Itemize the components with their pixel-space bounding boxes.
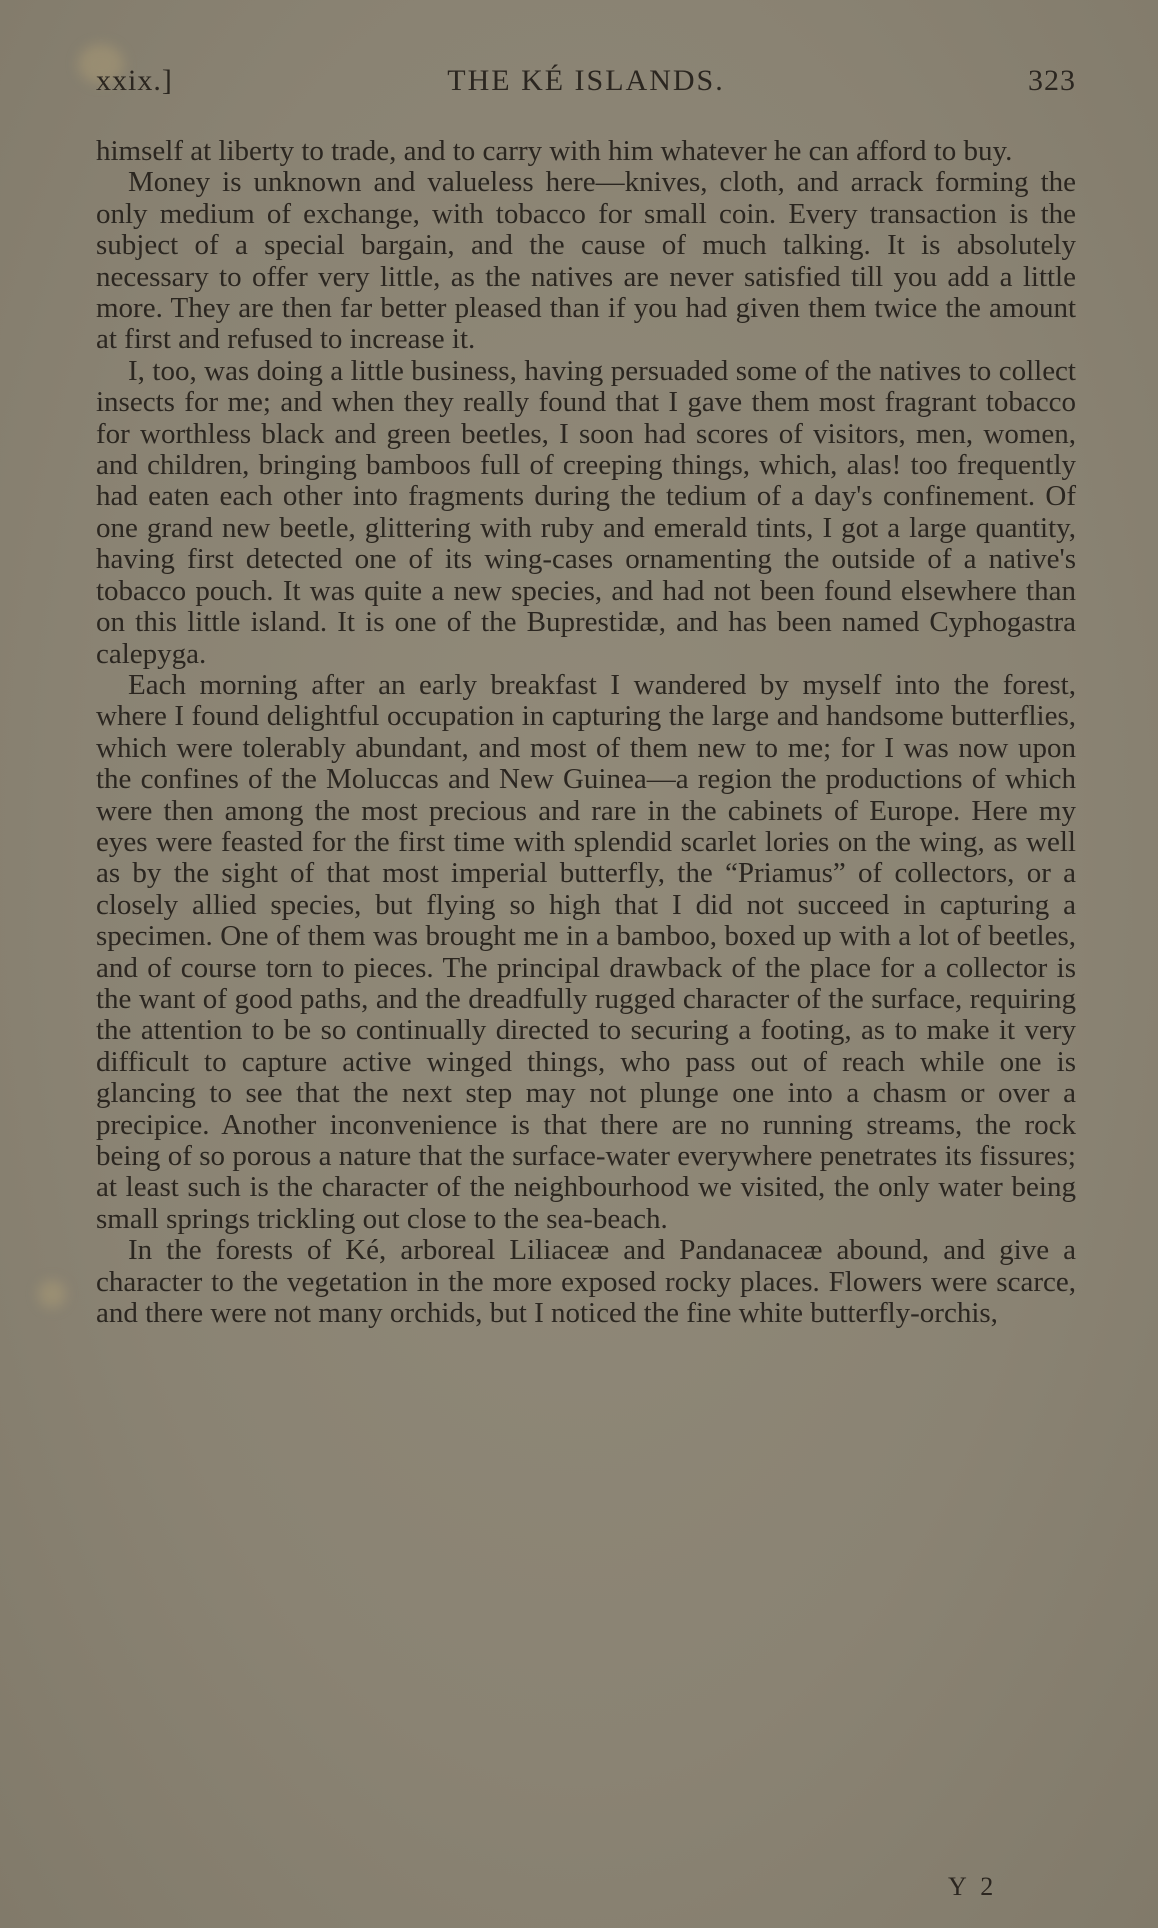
paragraph: In the forests of Ké, arboreal Liliaceæ and Pandanaceæ abound, and give a character to the vegetation in the more exposed rocky places. Flowers were scarce, and there were not many orchids, but I noticed the fine white butterfly-orchis,	[96, 1234, 1076, 1330]
body-text	[96, 136, 1076, 1329]
paragraph: himself at liberty to trade, and to carry with him whatever he can afford to buy.	[96, 135, 1013, 167]
paragraph: I, too, was doing a little business, having persuaded some of the natives to collect insects for me; and when they really found that I gave them most fragrant tobacco for worthless black and green beetles, I soon had scores of visitors, men, women, and children, bringing bamboos full of creeping things, which, alas! too frequently had eaten each other into fragments during the tedium of a day's confinement. Of one grand new beetle, glittering with ruby and emerald tints, I got a large quantity, having first detected one of its wing-cases ornamenting the outside of a native's tobacco pouch. It was quite a new species, and had not been found elsewhere than on this little island. It is one of the Buprestidæ, and has been named Cyphogastra calepyga.	[96, 354, 1076, 670]
running-header	[96, 64, 1076, 104]
running-title: THE KÉ ISLANDS.	[447, 64, 725, 97]
paragraph: Money is unknown and valueless here—knives, cloth, and arrack forming the only medium of exchange, with tobacco for small coin. Every transaction is the subject of a special bargain, and the cause of much talking. It is absolutely necessary to offer very little, as the natives are never satisfied till you add a little more. They are then far better pleased than if you had given them twice the amount at first and refused to increase it.	[96, 166, 1076, 356]
signature-mark: Y 2	[948, 1872, 998, 1901]
page-number: 323	[1028, 64, 1076, 97]
paragraph: Each morning after an early breakfast I wandered by myself into the forest, where I found delightful occupation in capturing the large and handsome butterflies, which were tolerably abundant, and most of them new to me; for I was now upon the confines of the Moluccas and New Guinea—a region the productions of which were then among the most precious and rare in the cabinets of Europe. Here my eyes were feasted for the first time with splendid scarlet lories on the wing, as well as by the sight of that most imperial butterfly, the “Priamus” of collectors, or a closely allied species, but flying so high that I did not succeed in capturing a specimen. One of them was brought me in a bamboo, boxed up with a lot of beetles, and of course torn to pieces. The principal drawback of the place for a collector is the want of good paths, and the dreadfully rugged character of the surface, requiring the attention to be so continually directed to securing a footing, as to make it very difficult to capture active winged things, who pass out of reach while one is glancing to see that the next step may not plunge one into a chasm or over a precipice. Another inconvenience is that there are no running streams, the rock being of so porous a nature that the surface-water everywhere penetrates its fissures; at least such is the character of the neighbourhood we visited, the only water being small springs trickling out close to the sea-beach.	[96, 668, 1076, 1235]
page-stain	[38, 1280, 66, 1308]
chapter-number: xxix.]	[96, 64, 173, 97]
